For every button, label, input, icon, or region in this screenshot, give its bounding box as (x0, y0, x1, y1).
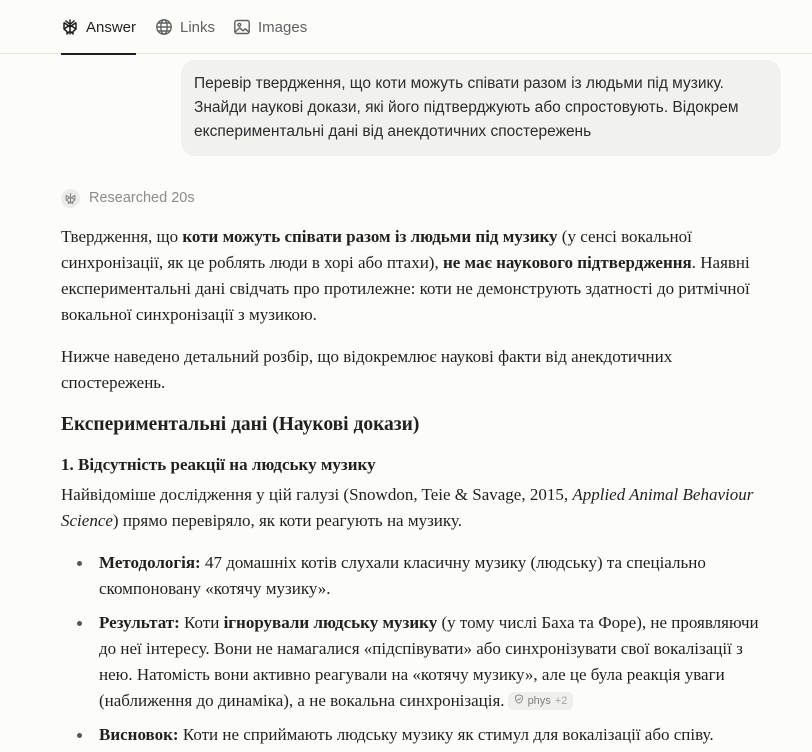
tab-links-label: Links (180, 18, 216, 36)
italic-text: Applied Animal Behaviour Science (61, 485, 754, 530)
answer-paragraph (61, 224, 761, 328)
answer-paragraph: Нижче наведено детальний розбір, що відокремлює наукові факти від анекдотичних спостережень. (61, 347, 673, 392)
subsection-heading (61, 452, 761, 478)
perplexity-logo-icon (61, 18, 79, 36)
text-run: Твердження, що (61, 227, 183, 246)
tab-images-label: Images (258, 18, 308, 36)
top-tab-bar (0, 0, 812, 54)
tab-links[interactable] (155, 0, 215, 54)
query-line: експериментальні дані від анекдотичних спостережень (194, 123, 592, 140)
text-run: Коти (179, 613, 224, 632)
perplexity-logo-icon (61, 189, 80, 208)
text-run: 47 домашніх котів слухали класичну музику (людську) та спеціально скомпоновану «котячу музику». (99, 553, 706, 598)
query-line: Знайди наукові докази, які його підтверджують або спростовують. Відокрем (194, 99, 739, 116)
list-item (61, 550, 761, 602)
bold-text: не має наукового підтвердження (442, 253, 692, 272)
globe-icon (155, 18, 173, 36)
text-run: (у сенсі вокальної синхронізації, як це роблять люди в хорі або птахи), (61, 227, 692, 272)
tab-answer-label: Answer (86, 18, 137, 36)
subsection-number: 1. (61, 455, 78, 474)
bullet-label: Методологія: (99, 553, 201, 572)
bold-text: ігнорували людську музику (223, 613, 438, 632)
tab-answer[interactable] (61, 0, 136, 54)
bullet-list (61, 550, 761, 748)
bullet-label: Результат: (99, 613, 180, 632)
tab-images[interactable] (233, 0, 307, 54)
text-run: Коти не сприймають людську музику як стимул для вокалізації або співу. (178, 725, 714, 744)
section-heading: Експериментальні дані (Наукові докази) (61, 414, 420, 435)
list-item (61, 722, 761, 748)
query-line: Перевір твердження, що коти можуть співати разом із людьми під музику. (194, 75, 724, 92)
answer-body (61, 224, 761, 752)
text-run: ) прямо перевіряло, як коти реагують на музику. (112, 511, 462, 530)
researched-label: Researched 20s (89, 190, 195, 206)
shield-icon (514, 692, 524, 710)
image-icon (233, 18, 251, 36)
researched-toggle[interactable] (61, 187, 195, 209)
text-run: Найвідоміше дослідження у цій галузі (Snowdon, Teie & Savage, 2015, (61, 485, 573, 504)
answer-paragraph (61, 482, 761, 534)
citation-source: phys (527, 695, 551, 707)
list-item (61, 610, 761, 714)
citation-chip[interactable] (508, 692, 574, 710)
user-query-bubble (181, 60, 781, 156)
citation-more-count: +2 (554, 695, 568, 707)
text-run: . Наявні експериментальні дані свідчать про протилежне: коти не демонструють здатності до ритмічної вокальної синхронізації з музикою. (61, 253, 750, 324)
text-run: (у тому числі Баха та Форе), не проявляючи до неї інтересу. Вони не намагалися «підспівувати» або синхронізувати свої вокалізації з нею. Натомість вони активно реагували на «котячу музику», але це була реакція уваги (наближення до динаміка), а не вокальна синхронізація. (99, 613, 759, 710)
subsection-title: Відсутність реакції на людську музику (78, 455, 376, 474)
bold-text: коти можуть співати разом із людьми під музику (182, 227, 558, 246)
bullet-label: Висновок: (99, 725, 179, 744)
